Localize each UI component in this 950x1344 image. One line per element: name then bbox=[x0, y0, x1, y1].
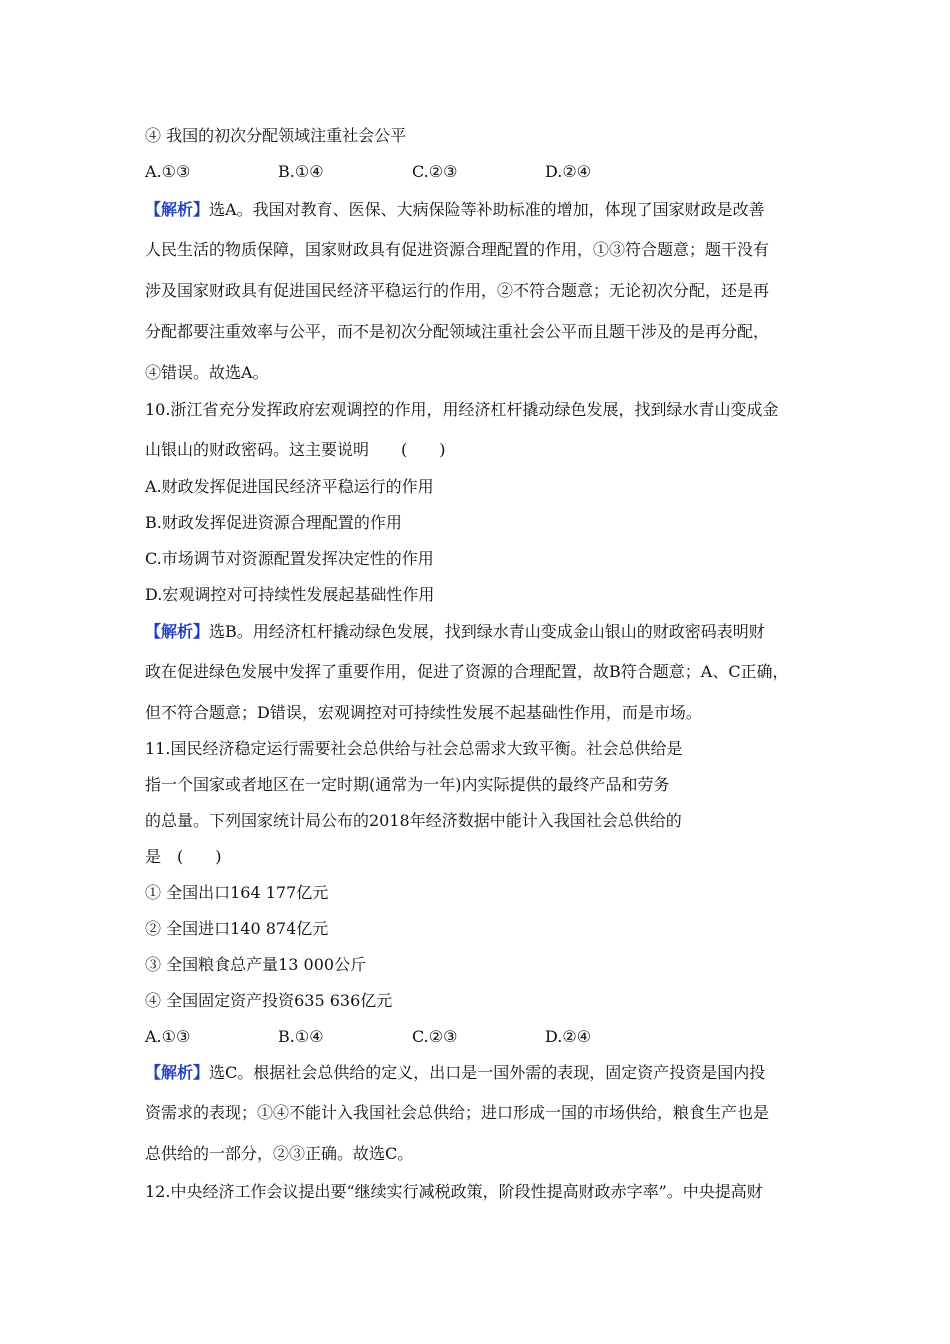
q9-option-c: C.②③ bbox=[412, 162, 458, 181]
q11-stem-line-3: 的总量。下列国家统计局公布的2018年经济数据中能计入我国社会总供给的 bbox=[145, 811, 682, 830]
q10-stem-line-2: 山银山的财政密码。这主要说明 ( ) bbox=[145, 440, 446, 459]
q11-item-2: ② 全国进口140 874亿元 bbox=[145, 919, 329, 938]
q10-stem-line-1: 10.浙江省充分发挥政府宏观调控的作用，用经济杠杆撬动绿色发展，找到绿水青山变成金 bbox=[145, 400, 779, 419]
q11-item-4: ④ 全国固定资产投资635 636亿元 bbox=[145, 991, 393, 1010]
q10-analysis-line-2: 政在促进绿色发展中发挥了重要作用，促进了资源的合理配置，故B符合题意；A、C正确， bbox=[145, 662, 789, 681]
q11-option-d: D.②④ bbox=[545, 1027, 592, 1046]
q9-item-4: ④ 我国的初次分配领域注重社会公平 bbox=[145, 126, 407, 145]
analysis-text: 选B。用经济杠杆撬动绿色发展，找到绿水青山变成金山银山的财政密码表明财 bbox=[209, 622, 765, 641]
q9-analysis-line-5: ④错误。故选A。 bbox=[145, 363, 269, 382]
q9-analysis-line-4: 分配都要注重效率与公平，而不是初次分配领域注重社会公平而且题干涉及的是再分配， bbox=[145, 322, 770, 341]
q11-stem-line-1: 11.国民经济稳定运行需要社会总供给与社会总需求大致平衡。社会总供给是 bbox=[145, 739, 683, 758]
q11-option-c: C.②③ bbox=[412, 1027, 458, 1046]
q11-item-1: ① 全国出口164 177亿元 bbox=[145, 883, 329, 902]
q10-option-d: D.宏观调控对可持续性发展起基础性作用 bbox=[145, 585, 435, 604]
q10-option-b: B.财政发挥促进资源合理配置的作用 bbox=[145, 513, 402, 532]
q9-analysis-line-1 bbox=[145, 200, 765, 220]
analysis-tag: 【解析】 bbox=[145, 200, 210, 219]
q11-item-3: ③ 全国粮食总产量13 000公斤 bbox=[145, 955, 367, 974]
q10-analysis-line-1 bbox=[145, 622, 765, 642]
analysis-text: 选A。我国对教育、医保、大病保险等补助标准的增加，体现了国家财政是改善 bbox=[209, 200, 765, 219]
analysis-tag: 【解析】 bbox=[145, 1063, 210, 1082]
q9-analysis-line-3: 涉及国家财政具有促进国民经济平稳运行的作用，②不符合题意；无论初次分配，还是再 bbox=[145, 281, 770, 300]
q10-option-c: C.市场调节对资源配置发挥决定性的作用 bbox=[145, 549, 434, 568]
analysis-tag: 【解析】 bbox=[145, 622, 210, 641]
q9-analysis-line-2: 人民生活的物质保障，国家财政具有促进资源合理配置的作用，①③符合题意；题干没有 bbox=[145, 240, 770, 259]
q12-stem-line-1: 12.中央经济工作会议提出要“继续实行减税政策，阶段性提高财政赤字率”。中央提高财 bbox=[145, 1182, 763, 1201]
q11-option-b: B.①④ bbox=[278, 1027, 324, 1046]
q11-analysis-line-3: 总供给的一部分，②③正确。故选C。 bbox=[145, 1144, 414, 1163]
q9-option-b: B.①④ bbox=[278, 162, 324, 181]
q10-option-a: A.财政发挥促进国民经济平稳运行的作用 bbox=[145, 477, 434, 496]
q11-stem-line-2: 指一个国家或者地区在一定时期(通常为一年)内实际提供的最终产品和劳务 bbox=[145, 775, 670, 794]
q9-option-d: D.②④ bbox=[545, 162, 592, 181]
q11-stem-line-4: 是 ( ) bbox=[145, 847, 222, 866]
q11-analysis-line-2: 资需求的表现；①④不能计入我国社会总供给；进口形成一国的市场供给，粮食生产也是 bbox=[145, 1103, 770, 1122]
q9-option-a: A.①③ bbox=[145, 162, 191, 181]
q11-option-a: A.①③ bbox=[145, 1027, 191, 1046]
q10-analysis-line-3: 但不符合题意；D错误，宏观调控对可持续性发展不起基础性作用，而是市场。 bbox=[145, 703, 702, 722]
analysis-text: 选C。根据社会总供给的定义，出口是一国外需的表现，固定资产投资是国内投 bbox=[209, 1063, 766, 1082]
q11-analysis-line-1 bbox=[145, 1063, 765, 1083]
